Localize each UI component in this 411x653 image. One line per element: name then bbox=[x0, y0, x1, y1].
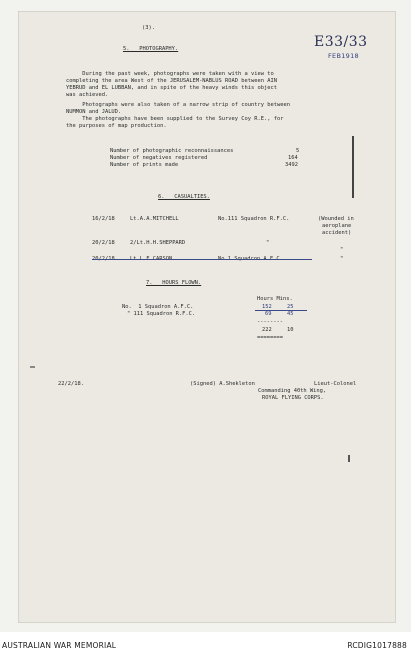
signature-rank: Lieut-Colonel bbox=[314, 381, 357, 387]
double-dash-separator: ======== bbox=[257, 335, 283, 341]
hours-value: 152 bbox=[262, 304, 272, 310]
stat-value: 5 bbox=[296, 148, 300, 154]
paragraph-line: During the past week, photographs were taken with a view to bbox=[66, 71, 274, 77]
casualty-note: (Wounded in bbox=[318, 216, 354, 222]
casualty-unit: No.111 Squadron R.F.C. bbox=[218, 216, 290, 222]
stat-label: Number of prints made bbox=[110, 162, 179, 168]
signature-signed: (Signed) A.Shekleton bbox=[190, 381, 255, 387]
casualty-name: Lt.A.A.MITCHELL bbox=[130, 216, 179, 222]
hours-unit: " 111 Squadron R.F.C. bbox=[127, 311, 196, 317]
hours-column-header: Hours Mins. bbox=[257, 296, 293, 302]
page-number: (3). bbox=[142, 25, 155, 31]
casualty-date: 16/2/18 bbox=[92, 216, 115, 222]
signature-corps: ROYAL FLYING CORPS. bbox=[262, 395, 324, 401]
hours-unit: No. 1 Squadron A.F.C. bbox=[122, 304, 194, 310]
mins-value: 25 bbox=[287, 304, 294, 310]
stat-value: 3492 bbox=[285, 162, 298, 168]
archive-reference: E33/33 bbox=[314, 34, 368, 50]
casualty-unit: " bbox=[266, 240, 270, 246]
paragraph-line: the purposes of map production. bbox=[66, 123, 167, 129]
stat-value: 164 bbox=[288, 155, 298, 161]
total-mins: 10 bbox=[287, 327, 294, 333]
paragraph-line: Photographs were also taken of a narrow strip of country between bbox=[66, 102, 290, 108]
date-stamp: FEB1918 bbox=[328, 52, 359, 60]
paragraph-line: completing the area West of the JERUSALEM-NABLUS ROAD between AIN bbox=[66, 78, 277, 84]
total-hours: 222 bbox=[262, 327, 272, 333]
hours-heading: 7. HOURS FLOWN. bbox=[146, 280, 202, 286]
casualty-date: 20/2/18 bbox=[92, 240, 115, 246]
dash-separator: -------- bbox=[257, 319, 283, 325]
casualty-note: accident) bbox=[322, 230, 352, 236]
hours-value: 69 bbox=[265, 311, 272, 317]
casualty-note: " bbox=[340, 256, 344, 262]
margin-mark bbox=[348, 455, 350, 462]
footer-record-id: RCDIG1017888 bbox=[347, 641, 407, 650]
mins-value: 45 bbox=[287, 311, 294, 317]
signature-date: 22/2/18. bbox=[58, 381, 84, 387]
paragraph-line: YEBRUD and EL LUBBAN, and in spite of the heavy winds this object bbox=[66, 85, 277, 91]
signature-command: Commanding 40th Wing, bbox=[258, 388, 327, 394]
margin-mark bbox=[352, 136, 354, 198]
underline-mark bbox=[255, 310, 307, 311]
margin-tick bbox=[30, 366, 35, 368]
photography-heading: 5. PHOTOGRAPHY. bbox=[123, 46, 179, 52]
casualty-note: aeroplane bbox=[322, 223, 352, 229]
paragraph-line: The photographs have been supplied to the Survey Coy R.E., for bbox=[66, 116, 284, 122]
stat-label: Number of negatives registered bbox=[110, 155, 208, 161]
casualties-heading: 6. CASUALTIES. bbox=[158, 194, 210, 200]
footer-institution: AUSTRALIAN WAR MEMORIAL bbox=[2, 641, 117, 650]
paragraph-line: was achieved. bbox=[66, 92, 109, 98]
casualty-name: 2/Lt.H.H.SHEPPARD bbox=[130, 240, 186, 246]
casualty-note: " bbox=[340, 247, 344, 253]
stat-label: Number of photographic reconnaissances bbox=[110, 148, 234, 154]
paragraph-line: NUMMON and JALUD. bbox=[66, 109, 122, 115]
strikethrough-line bbox=[92, 259, 312, 260]
